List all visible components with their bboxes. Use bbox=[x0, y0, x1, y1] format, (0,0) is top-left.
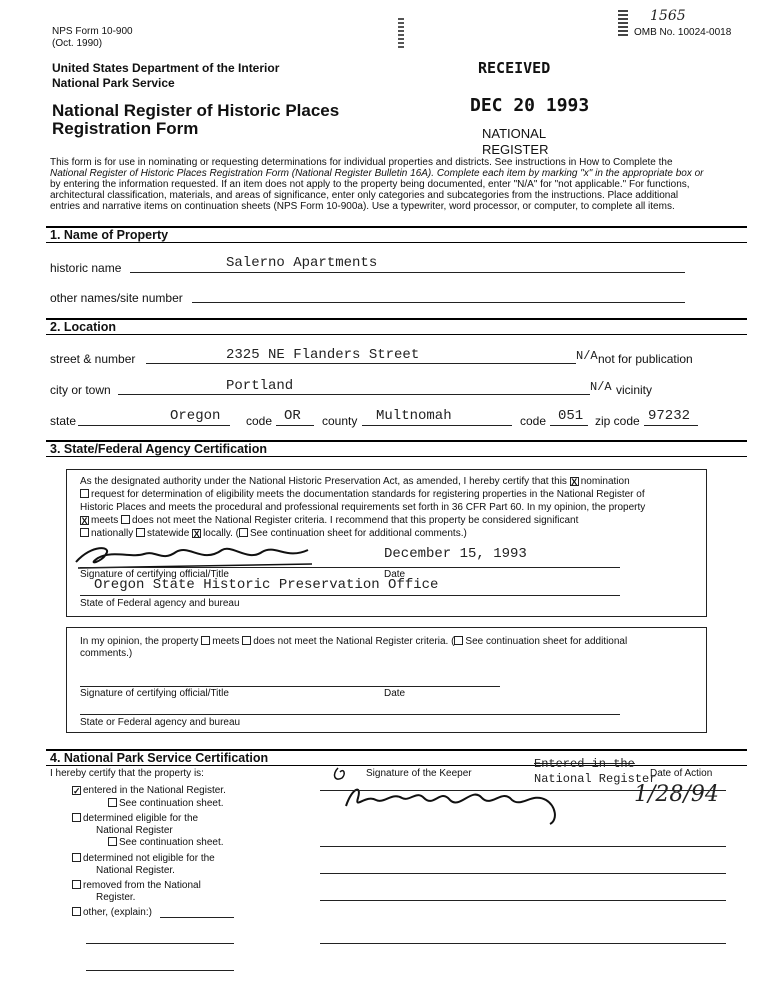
stamp-national: NATIONAL bbox=[482, 126, 547, 141]
see-cont1 bbox=[108, 798, 224, 809]
not-eligible-label: determined not eligible for the bbox=[83, 853, 215, 864]
entered-label: entered in the National Register. bbox=[83, 785, 226, 796]
section4-heading: 4. National Park Service Certification bbox=[50, 751, 269, 765]
form-date: (Oct. 1990) bbox=[52, 38, 103, 49]
city-label: city or town bbox=[50, 383, 111, 397]
state-label: state bbox=[50, 414, 77, 428]
not-eligible-checkbox[interactable] bbox=[72, 853, 81, 862]
does-not-meet-label: does not meet the National Register criteria. I recommend that this property be considered significant bbox=[132, 515, 579, 526]
opt-determined-eligible bbox=[72, 813, 198, 824]
street-label: street & number bbox=[50, 352, 136, 366]
other-explain-line bbox=[160, 917, 234, 918]
state-value[interactable]: Oregon bbox=[170, 408, 221, 424]
section3-bottom-rule bbox=[46, 456, 747, 457]
see-cont1-label: See continuation sheet. bbox=[119, 798, 224, 809]
keeper-signature bbox=[322, 764, 582, 830]
removed-checkbox[interactable] bbox=[72, 880, 81, 889]
entered-stamp-line1: Entered in the bbox=[534, 757, 635, 771]
cert-signature-line bbox=[80, 567, 620, 568]
not-for-publication-value[interactable]: N/A bbox=[576, 349, 598, 363]
cert-line2 bbox=[80, 489, 645, 500]
instructions-line4: architectural classification, materials, and areas of significance, enter only categories and subcategories from the instructions. Place additional bbox=[50, 190, 679, 201]
certification-date-value[interactable]: December 15, 1993 bbox=[384, 546, 527, 562]
see-continuation-label: See continuation sheet for additional comments.) bbox=[250, 528, 467, 539]
form-title-line2: Registration Form bbox=[52, 119, 199, 138]
locally-checkbox[interactable]: X bbox=[193, 529, 200, 539]
opinion-does-not-meet-checkbox[interactable] bbox=[242, 636, 251, 645]
city-value[interactable]: Portland bbox=[226, 378, 294, 394]
section4-intro: I hereby certify that the property is: bbox=[50, 768, 204, 779]
county-code-label: code bbox=[520, 414, 547, 428]
not-eligible-line2: National Register. bbox=[96, 865, 175, 876]
opinion-meets-label: meets bbox=[212, 636, 240, 647]
date-of-action-label: Date of Action bbox=[650, 768, 713, 779]
locally-label: locally. ( bbox=[203, 528, 240, 539]
agency-line1: United States Department of the Interior bbox=[52, 61, 280, 75]
staple-mark bbox=[398, 18, 404, 48]
stamp-mark bbox=[618, 10, 628, 36]
cert-line4 bbox=[80, 515, 578, 526]
zip-line bbox=[644, 425, 698, 426]
opinion-see-continuation-label: See continuation sheet for additional bbox=[465, 636, 628, 647]
determined-eligible-checkbox[interactable] bbox=[72, 813, 81, 822]
opt-other bbox=[72, 907, 152, 918]
cert-line2-text: request for determination of eligibility meets the documentation standards for registering properties in the National Register of bbox=[91, 489, 645, 500]
section1-bottom-rule bbox=[46, 242, 747, 243]
historic-name-value[interactable]: Salerno Apartments bbox=[226, 255, 378, 271]
instructions-line2: National Register of Historic Places Registration Form (National Register Bulletin 16A). Complete each item by marking "x" in the appropriate box or bbox=[50, 168, 704, 179]
section2-bottom-rule bbox=[46, 334, 747, 335]
agency2-label: State or Federal agency and bureau bbox=[80, 717, 241, 728]
opt-entered bbox=[72, 785, 226, 796]
determined-eligible-label: determined eligible for the bbox=[83, 813, 199, 824]
nationally-label: nationally bbox=[91, 528, 134, 539]
statewide-label: statewide bbox=[147, 528, 190, 539]
keeper-line5 bbox=[320, 943, 726, 944]
stamp-register: REGISTER bbox=[482, 142, 549, 157]
other-explain-line3 bbox=[86, 970, 234, 971]
opinion-meets-checkbox[interactable] bbox=[201, 636, 210, 645]
cert-line1-text: As the designated authority under the National Historic Preservation Act, as amended, I hereby certify that this bbox=[80, 476, 567, 487]
keeper-line2 bbox=[320, 846, 726, 847]
section2-heading: 2. Location bbox=[50, 320, 116, 334]
determination-checkbox[interactable] bbox=[80, 489, 89, 498]
removed-label: removed from the National bbox=[83, 880, 201, 891]
statewide-checkbox[interactable] bbox=[136, 528, 145, 537]
section3-heading: 3. State/Federal Agency Certification bbox=[50, 442, 267, 456]
keeper-label: Signature of the Keeper bbox=[366, 768, 472, 779]
county-value[interactable]: Multnomah bbox=[376, 408, 452, 424]
city-line bbox=[118, 394, 590, 395]
instructions-line1: This form is for use in nominating or requesting determinations for individual properties and districts. See instructions in How to Complete the bbox=[50, 157, 673, 168]
opinion-text: In my opinion, the property bbox=[80, 636, 199, 647]
opt-removed bbox=[72, 880, 201, 891]
meets-label: meets bbox=[91, 515, 119, 526]
opinion-line1 bbox=[80, 636, 627, 647]
form-number: NPS Form 10-900 bbox=[52, 26, 133, 37]
agency-line2: National Park Service bbox=[52, 76, 175, 90]
meets-checkbox[interactable]: X bbox=[81, 516, 88, 526]
opinion-see-continuation-checkbox[interactable] bbox=[454, 636, 463, 645]
date-label: Date bbox=[384, 569, 406, 580]
handwritten-number: 1565 bbox=[650, 8, 686, 24]
received-date: DEC 20 1993 bbox=[470, 95, 590, 116]
see-cont2-label: See continuation sheet. bbox=[119, 837, 224, 848]
keeper-line3 bbox=[320, 873, 726, 874]
keeper-line4 bbox=[320, 900, 726, 901]
nomination-label: nomination bbox=[580, 476, 630, 487]
keeper-line1 bbox=[320, 790, 726, 791]
zip-value[interactable]: 97232 bbox=[648, 408, 691, 424]
entered-checkbox[interactable]: ✓ bbox=[73, 786, 81, 796]
section2-top-rule bbox=[46, 318, 747, 320]
see-cont2 bbox=[108, 837, 224, 848]
other-explain-line2 bbox=[86, 943, 234, 944]
opinion-does-not-meet-label: does not meet the National Register criteria. ( bbox=[253, 636, 455, 647]
state-code-line bbox=[276, 425, 314, 426]
state-code-label: code bbox=[246, 414, 273, 428]
county-code-value[interactable]: 051 bbox=[558, 408, 584, 424]
see-cont2-checkbox[interactable] bbox=[108, 837, 117, 846]
see-cont1-checkbox[interactable] bbox=[108, 798, 117, 807]
agency-value[interactable]: Oregon State Historic Preservation Office bbox=[94, 577, 439, 593]
does-not-meet-checkbox[interactable] bbox=[121, 515, 130, 524]
county-label: county bbox=[322, 414, 358, 428]
historic-name-line bbox=[130, 272, 685, 273]
removed-line2: Register. bbox=[96, 892, 136, 903]
historic-name-label: historic name bbox=[50, 261, 122, 275]
nationally-checkbox[interactable] bbox=[80, 528, 89, 537]
sig2-line bbox=[80, 686, 500, 687]
instructions-line3: by entering the information requested. If an item does not apply to the property being documented, enter "N/A" for "not applicable." For functions, bbox=[50, 179, 690, 190]
received-stamp: RECEIVED bbox=[478, 59, 551, 77]
instructions-line5: entries and narrative items on continuation sheets (NPS Form 10-900a). Use a typewriter, word processor, or computer, to complete all items. bbox=[50, 201, 675, 212]
cert-line3: Historic Places and meets the procedural and professional requirements set forth in 36 CFR Part 60. In my opinion, the property bbox=[80, 502, 646, 513]
street-value[interactable]: 2325 NE Flanders Street bbox=[226, 347, 420, 363]
date2-label: Date bbox=[384, 688, 406, 699]
state-line bbox=[78, 425, 230, 426]
cert-line1 bbox=[80, 476, 630, 487]
other-label: other, (explain:) bbox=[83, 907, 152, 918]
state-code-value[interactable]: OR bbox=[284, 408, 301, 424]
vicinity-label: vicinity bbox=[616, 383, 653, 397]
county-code-line bbox=[550, 425, 588, 426]
omb-number: OMB No. 10024-0018 bbox=[634, 27, 732, 38]
cert-line5 bbox=[80, 528, 467, 539]
see-continuation-checkbox[interactable] bbox=[239, 528, 248, 537]
sig2-label: Signature of certifying official/Title bbox=[80, 688, 229, 699]
agency2-line bbox=[80, 714, 620, 715]
signature-label: Signature of certifying official/Title bbox=[80, 569, 229, 580]
agency-label: State of Federal agency and bureau bbox=[80, 598, 240, 609]
vicinity-value[interactable]: N/A bbox=[590, 380, 612, 394]
form-title-line1: National Register of Historic Places bbox=[52, 101, 340, 120]
other-checkbox[interactable] bbox=[72, 907, 81, 916]
determined-eligible-line2: National Register bbox=[96, 825, 173, 836]
action-date-value[interactable]: 1/28/94 bbox=[634, 782, 719, 807]
section1-heading: 1. Name of Property bbox=[50, 228, 169, 242]
zip-label: zip code bbox=[595, 414, 640, 428]
other-names-line bbox=[192, 302, 685, 303]
agency-line bbox=[80, 595, 620, 596]
street-line bbox=[146, 363, 576, 364]
county-line bbox=[362, 425, 512, 426]
nomination-checkbox[interactable]: X bbox=[571, 477, 578, 487]
not-for-publication-label: not for publication bbox=[598, 352, 693, 366]
opinion-line2: comments.) bbox=[80, 648, 133, 659]
opt-not-eligible bbox=[72, 853, 215, 864]
entered-stamp-line2: National Register bbox=[534, 772, 657, 786]
other-names-label: other names/site number bbox=[50, 291, 183, 305]
